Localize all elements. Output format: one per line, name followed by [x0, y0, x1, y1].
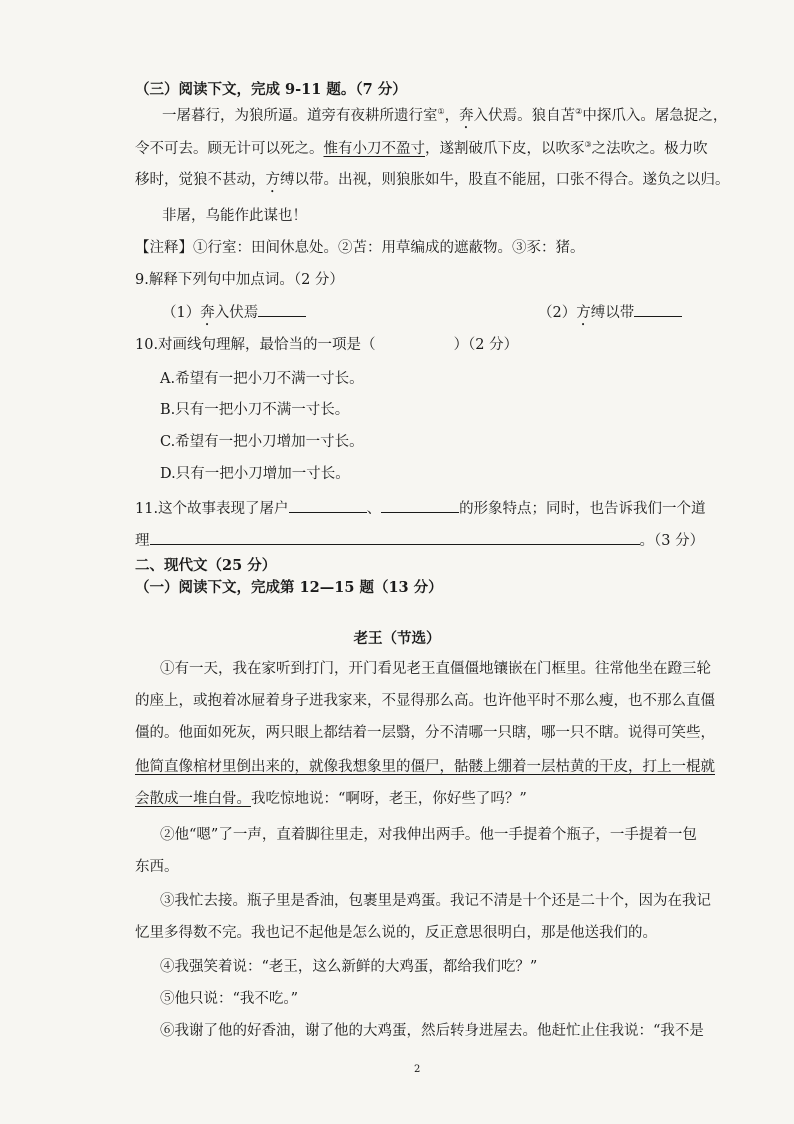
para-2-line-1: ②他“嗯”了一声，直着脚往里走，对我伸出两手。他一手提着个瓶子，一手提着一包 [160, 827, 697, 843]
text: 缚以带 [590, 305, 635, 321]
text: 、 [366, 501, 382, 517]
para-1-line-3: 僵的。他面如死灰，两只眼上都结着一层翳，分不清哪一只瞎，哪一只不瞎。说得可笑些， [135, 725, 715, 741]
passage-line-4: 非屠，乌能作此谋也！ [162, 208, 307, 224]
text: 之法吹之。极力吹 [591, 141, 708, 157]
text: 理 [135, 533, 150, 549]
option-d[interactable]: D.只有一把小刀增加一寸长。 [160, 466, 350, 482]
text: 的形象特点；同时，也告诉我们一个道 [459, 501, 706, 517]
para-5: ⑤他只说：“我不吃。” [160, 991, 299, 1007]
answer-blank[interactable] [634, 302, 682, 317]
footnote-mark: ③ [584, 140, 592, 150]
question-10 [135, 335, 518, 355]
para-1-line-5 [135, 789, 527, 809]
dotted-word: 方 [576, 305, 591, 321]
text: 移时，觉狼不甚动， [135, 172, 266, 188]
option-c[interactable]: C.希望有一把小刀增加一寸长。 [160, 434, 364, 450]
text: ）（2 分） [453, 337, 519, 353]
answer-blank[interactable] [289, 498, 367, 513]
text: 缚以带。出视，则狼胀如牛，股直不能屈，口张不得合。遂负之以归。 [280, 172, 730, 188]
para-3-line-2: 忆里多得数不完。我也记不起他是怎么说的，反正意思很明白，那是他送我们的。 [135, 925, 657, 941]
text: 我吃惊地说：“啊呀，老王，你好些了吗？” [251, 791, 527, 807]
passage-line-2 [135, 139, 708, 159]
passage-line-1 [162, 106, 727, 132]
question-9: 9.解释下列句中加点词。（2 分） [135, 272, 344, 288]
question-9-item-1 [162, 302, 306, 329]
footnote-mark: ② [575, 107, 583, 117]
text: 一屠暮行，为狼所逼。道旁有夜耕所遗行室 [162, 108, 438, 124]
underlined-text: 会散成一堆白骨。 [135, 791, 251, 807]
text: 入伏焉。狼自苫 [473, 108, 576, 124]
underlined-sentence: 惟有小刀不盈寸 [323, 141, 425, 157]
question-11-line-1 [135, 498, 706, 519]
text: 10.对画线句理解，最恰当的一项是（ [135, 337, 376, 353]
para-6: ⑥我谢了他的好香油，谢了他的大鸡蛋，然后转身进屋去。他赶忙止住我说：“我不是 [160, 1023, 704, 1039]
dotted-word: 方 [265, 172, 280, 188]
text: ， [444, 108, 460, 124]
text: 令不可去。顾无计可以死之。 [135, 141, 324, 157]
annotation-note: 【注释】①行室：田间休息处。②苫：用草编成的遮蔽物。③豕：猪。 [135, 240, 585, 256]
text: 11.这个故事表现了屠户 [135, 501, 289, 517]
para-1-line-1: ①有一天，我在家听到打门，开门看见老王直僵僵地镶嵌在门框里。往常他坐在蹬三轮 [160, 661, 711, 677]
part2-subheading: （一）阅读下文，完成第 12—15 题（13 分） [135, 579, 443, 596]
option-a[interactable]: A.希望有一把小刀不满一寸长。 [160, 371, 364, 387]
question-11-line-2 [135, 530, 704, 551]
text: 中探爪入。屠急捉之， [582, 108, 728, 124]
passage-title: 老王（节选） [353, 630, 441, 647]
section3-heading: （三）阅读下文，完成 9-11 题。（7 分） [135, 81, 407, 98]
para-2-line-2: 东西。 [135, 859, 179, 875]
footnote-mark: ① [437, 107, 445, 117]
dotted-word: 奔 [459, 108, 474, 124]
text: 入伏焉 [214, 305, 259, 321]
item-number: （1） [162, 305, 201, 321]
answer-blank[interactable] [381, 498, 459, 513]
dotted-word: 奔 [200, 305, 215, 321]
question-9-item-2 [538, 302, 682, 329]
para-1-line-4: 他简直像棺材里倒出来的，就像我想象里的僵尸，骷髅上绷着一层枯黄的干皮，打上一棍就 [135, 759, 715, 775]
part2-heading: 二、现代文（25 分） [135, 557, 277, 574]
answer-blank[interactable] [258, 302, 306, 317]
passage-line-3 [135, 170, 730, 196]
answer-blank[interactable] [150, 530, 640, 545]
text: 。（3 分） [639, 533, 705, 549]
para-1-line-2: 的座上，或抱着冰屉着身子进我家来，不显得那么高。也许他平时不那么瘦，也不那么直僵 [135, 693, 715, 709]
item-number: （2） [538, 305, 577, 321]
text: ，遂割破爪下皮，以吹豕 [425, 141, 585, 157]
para-3-line-1: ③我忙去接。瓶子里是香油，包裹里是鸡蛋。我记不清是十个还是二十个，因为在我记 [160, 893, 711, 909]
page-number: 2 [414, 1064, 421, 1075]
option-b[interactable]: B.只有一把小刀不满一寸长。 [160, 402, 350, 418]
para-4: ④我强笑着说：“老王，这么新鲜的大鸡蛋，都给我们吃？” [160, 959, 538, 975]
